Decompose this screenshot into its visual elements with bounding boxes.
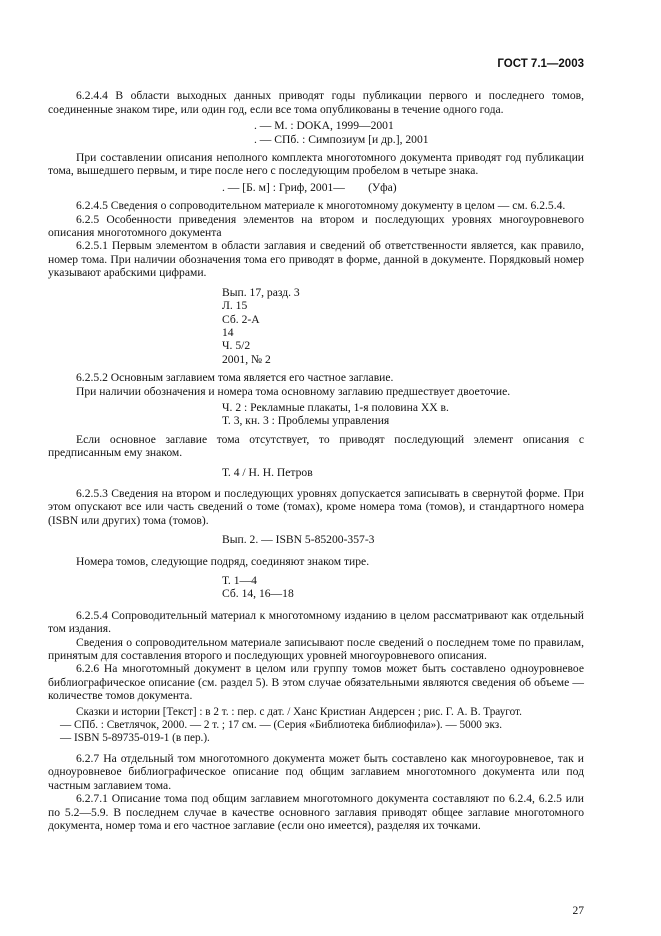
paragraph: 6.2.5.4 Сопроводительный материал к многотомному изданию в целом рассматривают как отдельный том издания. xyxy=(48,608,584,636)
paragraph: Если основное заглавие тома отсутствует, то приводят последующий элемент описания с предписанным ему знаком. xyxy=(48,432,584,460)
example-line: . — М. : DOKA, 1999—2001 xyxy=(254,119,394,133)
example-line: Л. 15 xyxy=(222,299,248,313)
example-block xyxy=(48,401,584,428)
example-line: 2001, № 2 xyxy=(222,352,271,366)
example-line: . — [Б. м] : Гриф, 2001— (Уфа) xyxy=(222,180,397,194)
paragraph: Номера томов, следующие подряд, соединяют знаком тире. xyxy=(76,554,370,568)
example-line: Ч. 5/2 xyxy=(222,339,251,353)
example-line: Т. 1—4 xyxy=(222,574,257,587)
paragraph: При наличии обозначения и номера тома основному заглавию предшествует двоеточие. xyxy=(76,384,511,398)
page-number: 27 xyxy=(572,904,584,917)
paragraph: 6.2.6 На многотомный документ в целом или группу томов может быть составлено одноуровневое библиографическое описание (см. раздел 5). В этом случае обязательными являются сведения об объеме — количестве томов документа. xyxy=(48,662,584,703)
paragraph: Сведения о сопроводительном материале записывают после сведений о последнем томе по правилам, принятым для составления второго и последующих уровней многоуровневого описания. xyxy=(48,635,584,663)
example-block xyxy=(48,706,584,746)
example-block xyxy=(48,533,584,546)
example-block xyxy=(48,574,584,601)
example-block xyxy=(48,466,584,479)
example-line: Сказки и истории [Текст] : в 2 т. : пер. с дат. / Ханс Кристиан Андерсен ; рис. Г. А. В. Траугот. xyxy=(76,705,522,718)
paragraph: 6.2.5.1 Первым элементом в области заглавия и сведений об ответственности является, как правило, номер тома. При наличии обозначения тома его приводят в форме, данной в документе. Порядковый номер указывают арабскими цифрами. xyxy=(48,239,584,280)
example-line: Сб. 2-А xyxy=(222,312,260,326)
document-page xyxy=(48,58,584,918)
section-heading: 6.2.5 Особенности приведения элементов на втором и последующих уровнях многоуровневого описания многотомного документа xyxy=(48,212,584,240)
paragraph: 6.2.5.3 Сведения на втором и последующих уровнях допускается записывать в свернутой форме. При этом опускают все или часть сведений о томе (томах), кроме номера тома (томов), и стандартного номера (ISBN или других) тома (томов). xyxy=(48,486,584,527)
example-block xyxy=(48,286,584,366)
example-line: Вып. 2. — ISBN 5-85200-357-3 xyxy=(222,533,375,547)
paragraph: 6.2.4.4 В области выходных данных приводят годы публикации первого и последнего томов, соединенные знаком тире, или один год, если все тома опубликованы в течение одного года. xyxy=(48,89,584,116)
paragraph: 6.2.5.2 Основным заглавием тома является его частное заглавие. xyxy=(76,371,394,385)
paragraph: 6.2.7 На отдельный том многотомного документа может быть составлено как многоуровневое, так и одноуровневое библиографическое описание под общим заглавием многотомного документа или под частным заглавием тома. xyxy=(48,751,584,792)
example-line: — СПб. : Светлячок, 2000. — 2 т. ; 17 см. — (Серия «Библиотека библиофила»). — 5000 экз. xyxy=(60,719,502,732)
paragraph: При составлении описания неполного комплекта многотомного документа приводят год публикации тома, вышедшего первым, и тире после него с последующим пробелом в четыре знака. xyxy=(48,151,584,178)
example-line: 14 xyxy=(222,325,234,339)
paragraph: 6.2.7.1 Описание тома под общим заглавием многотомного документа составляют по 6.2.4, 6.2.5 или по 5.2—5.9. В последнем случае в качестве основного заглавия приводят общее заглавие многотомного документа, номер тома и его частное заглавие (если оно имеется), разделяя их точками. xyxy=(48,792,584,832)
example-block xyxy=(48,119,584,146)
example-block xyxy=(48,181,584,194)
example-line: Т. 4 / Н. Н. Петров xyxy=(222,465,313,479)
standard-code-header: ГОСТ 7.1—2003 xyxy=(497,58,584,70)
example-line: Ч. 2 : Рекламные плакаты, 1-я половина XX в. xyxy=(222,400,449,414)
example-line: Т. 3, кн. 3 : Проблемы управления xyxy=(222,414,390,428)
example-line: Сб. 14, 16—18 xyxy=(222,587,294,601)
example-line: . — СПб. : Симпозиум [и др.], 2001 xyxy=(254,132,429,146)
example-line: Вып. 17, разд. 3 xyxy=(222,285,300,299)
example-line: — ISBN 5-89735-019-1 (в пер.). xyxy=(60,732,210,745)
paragraph: 6.2.4.5 Сведения о сопроводительном материале к многотомному документу в целом — см. 6.2.5.4. xyxy=(76,199,566,213)
